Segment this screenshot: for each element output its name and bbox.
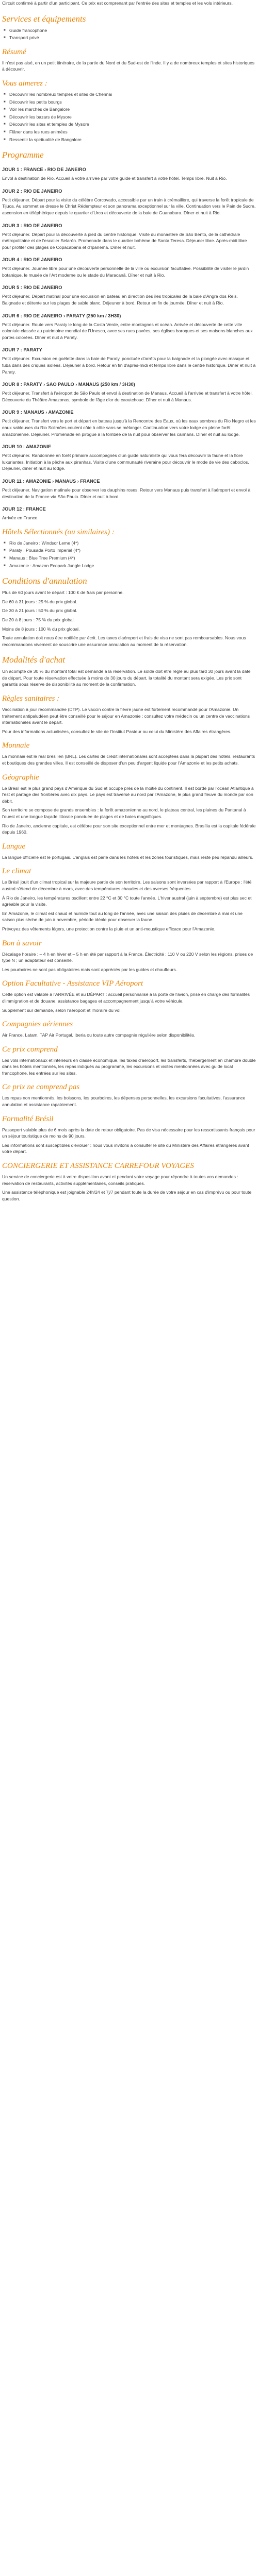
highlights-list [2, 91, 256, 143]
section-title-resume: Résumé [2, 47, 26, 56]
day-title: JOUR 8 : PARATY › SAO PAULO › MANAUS (250 km / 3H30) [2, 382, 135, 387]
climat-text: Le Brésil jouit d'un climat tropical sur la majeure partie de son territoire. Les saisons sont inversées par rapport à l'Europe : l'été austral s'étend de décembre à mars, avec des températures chaudes et des averses fréquentes. [2, 879, 252, 891]
day-text: Petit déjeuner. Journée libre pour une découverte personnelle de la ville ou excursion facultative. Possibilité de visiter le jardin botanique, le musée de l'Art moderne ou le stade du Maracanã. Dîner et nuit à Rio. [2, 266, 249, 278]
section-title-highlights: Vous aimerez : [2, 79, 47, 88]
day-title: JOUR 11 : AMAZONIE › MANAUS › FRANCE [2, 478, 100, 484]
prix-comprend-text: Les vols internationaux et intérieurs en classe économique, les taxes d'aéroport, les transferts, l'hébergement en chambre double dans les hôtels mentionnés, les repas indiqués au programme, les excursions et visites mentionnées avec guide local francophone, les entrées sur les sites. [2, 1057, 256, 1076]
geographie-text: Rio de Janeiro, ancienne capitale, est célèbre pour son site exceptionnel entre mer et montagnes. Brasília est la capitale fédérale depuis 1960. [2, 823, 256, 835]
bon-a-savoir-text: Les pourboires ne sont pas obligatoires mais sont appréciés par les guides et chauffeurs. [2, 967, 178, 972]
section-title-compagnies: Compagnies aériennes [2, 1020, 73, 1029]
formalites-text: Passeport valable plus de 6 mois après la date de retour obligatoire. Pas de visa nécessaire pour les ressortissants français pour un séjour touristique de moins de 90 jours. [2, 1127, 255, 1139]
section-title-climat: Le climat [2, 867, 31, 876]
services-list [2, 27, 256, 41]
option-text: Cette option est valable à l'ARRIVÉE et au DÉPART : accueil personnalisé à la porte de l'avion, prise en charge des formalités d'immigration et de douane, assistance bagages et accompagnement jusqu'à votre véhicule. [2, 992, 250, 1004]
day-title: JOUR 3 : RIO DE JANEIRO [2, 223, 62, 228]
day-text: Petit déjeuner. Route vers Paraty le long de la Costa Verde, entre montagnes et océan. Arrivée et découverte de cette ville coloniale classée au patrimoine mondial de l'Unesco, avec ses rues pavées, ses églises baroques et ses maisons blanches aux portes colorées. Dîner et nuit à Paraty. [2, 321, 253, 340]
day-title: JOUR 2 : RIO DE JANEIRO [2, 188, 62, 194]
list-item: ■ Transport privé [2, 35, 256, 41]
day-text: Envol à destination de Rio. Accueil à votre arrivée par votre guide et transfert à votre hôtel. Temps libre. Nuit à Rio. [2, 176, 227, 181]
day-text: Petit déjeuner. Départ pour la visite du célèbre Corcovado, accessible par un train à crémaillère, qui traverse la forêt tropicale de Tijuca. Au sommet se dresse le Christ Rédempteur et son panorama exceptionnel sur la ville. Continuation vers le Pain de Sucre, ascension en téléphérique depuis le quartier d'Urca et découverte de la baie de Guanabara. Dîner et nuit à Rio. [2, 197, 256, 215]
modalites-text: Un acompte de 30 % du montant total est demandé à la réservation. Le solde doit être réglé au plus tard 30 jours avant la date de départ. Pour toute réservation effectuée à moins de 30 jours du départ, la totalité du montant sera exigée. Les prix sont garantis sous réserve de disponibilité au moment de la confirmation. [2, 669, 251, 687]
conditions-text: Toute annulation doit nous être notifiée par écrit. Les taxes d'aéroport et frais de visa ne sont pas remboursables. Nous vous recommandons vivement de souscrire une assurance annulation au moment de la réservation. [2, 635, 246, 647]
list-item: ■ Découvrir les nombreux temples et sites de Chennai [2, 91, 256, 98]
bon-a-savoir-text: Décalage horaire : – 4 h en hiver et – 5 h en été par rapport à la France. Électricité : 110 V ou 220 V selon les régions, prises de type N ; un adaptateur est conseillé. [2, 951, 253, 963]
list-item: ■ Découvrir les sites et temples de Mysore [2, 121, 256, 128]
day-title: JOUR 4 : RIO DE JANEIRO [2, 257, 62, 263]
conditions-text: Plus de 60 jours avant le départ : 100 € de frais par personne. [2, 590, 124, 596]
day-text: Petit déjeuner. Transfert vers le port et départ en bateau jusqu'à la Rencontre des Eaux, où les eaux sombres du Rio Negro et les eaux sableuses du Rio Solimões coulent côte à côte sans se mélanger. Continuation vers votre lodge en pleine forêt amazonienne. Déjeuner. Promenade en pirogue à la tombée de la nuit pour observer les caïmans. Dîner et nuit au lodge. [2, 418, 256, 437]
list-item: ■ Flâner dans les rues animées [2, 129, 256, 135]
section-title-conciergerie: CONCIERGERIE ET ASSISTANCE CARREFOUR VOYAGES [2, 1162, 194, 1171]
list-item: ■ Paraty : Pousada Porto Imperial (4*) [2, 547, 256, 554]
section-title-prix-ne-comprend: Ce prix ne comprend pas [2, 1083, 80, 1092]
section-title-option: Option Facultative - Assistance VIP Aéroport [2, 979, 143, 988]
conciergerie-text: Un service de conciergerie est à votre disposition avant et pendant votre voyage pour répondre à toutes vos demandes : réservation de restaurants, activités supplémentaires, conseils pratiques. [2, 1174, 238, 1186]
section-title-prix-comprend: Ce prix comprend [2, 1045, 58, 1054]
list-item: ■ Voir les marchés de Bangalore [2, 106, 256, 113]
conditions-text: De 60 à 31 jours : 25 % du prix global. [2, 599, 77, 604]
formalites-text: Les informations sont susceptibles d'évoluer : nous vous invitons à consulter le site du Ministère des Affaires étrangères avant votre départ. [2, 1142, 249, 1155]
conditions-text: De 30 à 21 jours : 50 % du prix global. [2, 608, 77, 614]
day-text: Arrivée en France. [2, 515, 39, 521]
compagnies-text: Air France, Latam, TAP Air Portugal, Iberia ou toute autre compagnie régulière selon disponibilités. [2, 1032, 196, 1038]
day-title: JOUR 1 : FRANCE › RIO DE JANEIRO [2, 167, 86, 173]
resume-text: Il n'est pas aisé, en un petit itinéraire, de la partie du Nord et du Sud-est de l'Inde. Il y a de nombreux temples et sites historiques à découvrir. [2, 60, 255, 72]
conditions-text: Moins de 8 jours : 100 % du prix global. [2, 626, 80, 632]
day-text: Petit déjeuner. Randonnée en forêt primaire accompagnés d'un guide naturaliste qui vous fera découvrir la faune et la flore luxuriantes. Initiation à la pêche aux piranhas. Visite d'une communauté riveraine pour découvrir le mode de vie des caboclos. Déjeuner, dîner et nuit au lodge. [2, 453, 249, 471]
day-title: JOUR 10 : AMAZONIE [2, 444, 52, 450]
section-title-geographie: Géographie [2, 773, 39, 782]
section-title-langue: Langue [2, 842, 25, 851]
day-title: JOUR 7 : PARATY [2, 347, 42, 353]
day-text: Petit déjeuner. Départ matinal pour une excursion en bateau en direction des îles tropicales de la baie d'Angra dos Reis. Baignade et détente sur les plages de sable blanc. Déjeuner à bord. Retour en fin de journée. Dîner et nuit à Rio. [2, 294, 238, 306]
climat-text: En Amazonie, le climat est chaud et humide tout au long de l'année, avec une saison des pluies de décembre à mai et une saison plus sèche de juin à novembre, période idéale pour observer la faune. [2, 910, 243, 923]
itinerary [2, 166, 256, 521]
section-title-hotels: Hôtels Sélectionnés (ou similaires) : [2, 528, 115, 536]
conciergerie-text: Une assistance téléphonique est joignable 24h/24 et 7j/7 pendant toute la durée de votre séjour en cas d'imprévu ou pour toute question. [2, 1190, 252, 1201]
monnaie-text: La monnaie est le réal brésilien (BRL). Les cartes de crédit internationales sont acceptées dans la plupart des hôtels, restaurants et boutiques des grandes villes. Il est conseillé de disposer d'un peu d'argent liquide pour l'Amazonie et les petits achats. [2, 754, 255, 766]
day-text: Petit déjeuner. Navigation matinale pour observer les dauphins roses. Retour vers Manaus puis transfert à l'aéroport et envol à destination de la France via São Paulo. Dîner et nuit à bord. [2, 487, 251, 499]
section-title-services: Services et équipements [2, 13, 86, 24]
day-text: Petit déjeuner. Excursion en goélette dans la baie de Paraty, ponctuée d'arrêts pour la baignade et la plongée avec masque et tuba dans des criques isolées. Déjeuner à bord. Retour en fin d'après-midi et temps libre dans le centre historique. Dîner et nuit à Paraty. [2, 356, 256, 375]
page [0, 0, 258, 1202]
intro-text: Circuit confirmé à partir d'un participant. Ce prix est comprenant par l'entrée des sites et temples et les vols intérieurs. [2, 1, 233, 6]
list-item: ■ Amazonie : Amazon Ecopark Jungle Lodge [2, 563, 256, 569]
langue-text: La langue officielle est le portugais. L'anglais est parlé dans les hôtels et les zones touristiques, mais reste peu répandu ailleurs. [2, 854, 253, 860]
list-item: ■ Découvrir les bazars de Mysore [2, 114, 256, 121]
day-title: JOUR 12 : FRANCE [2, 506, 46, 512]
day-title: JOUR 9 : MANAUS › AMAZONIE [2, 410, 74, 415]
section-title-conditions: Conditions d'annulation [2, 576, 87, 586]
list-item: ■ Manaus : Blue Tree Premium (4*) [2, 555, 256, 562]
list-item: ■ Ressentir la spiritualité de Bangalore [2, 137, 256, 143]
section-title-monnaie: Monnaie [2, 741, 30, 750]
day-text: Petit déjeuner. Transfert à l'aéroport de São Paulo et envol à destination de Manaus. Accueil à l'arrivée et transfert à votre hôtel. Découverte du Théâtre Amazonas, symbole de l'âge d'or du caoutchouc. Dîner et nuit à Manaus. [2, 391, 253, 402]
prix-ne-comprend-text: Les repas non mentionnés, les boissons, les pourboires, les dépenses personnelles, les excursions facultatives, l'assurance annulation et assistance rapatriement. [2, 1095, 246, 1108]
day-text: Petit déjeuner. Départ pour la découverte à pied du centre historique. Visite du monastère de São Bento, de la cathédrale métropolitaine et de l'escalier Selarón. Promenade dans le quartier bohème de Santa Teresa. Déjeuner libre. Après-midi libre pour profiter des plages de Copacabana et d'Ipanema. Dîner et nuit. [2, 231, 247, 250]
section-title-programme: Programme [2, 150, 44, 160]
hotels-list [2, 540, 256, 569]
section-title-modalites: Modalités d'achat [2, 655, 66, 665]
list-item: ■ Guide francophone [2, 27, 256, 34]
section-title-bon-a-savoir: Bon à savoir [2, 939, 42, 947]
day-title: JOUR 6 : RIO DE JANEIRO › PARATY (250 km / 3H30) [2, 313, 121, 318]
geographie-text: Le Brésil est le plus grand pays d'Amérique du Sud et occupe près de la moitié du continent. Il est bordé par l'océan Atlantique à l'est et partage des frontières avec dix pays. Le pays est traversé au nord par l'Amazone, le plus grand fleuve du monde par son débit. [2, 785, 254, 804]
day-title: JOUR 5 : RIO DE JANEIRO [2, 285, 62, 291]
regles-text: Pour des informations actualisées, consultez le site de l'Institut Pasteur ou celui du Ministère des Affaires étrangères. [2, 728, 232, 734]
option-text: Supplément sur demande, selon l'aéroport et l'horaire du vol. [2, 1007, 122, 1013]
climat-text: À Rio de Janeiro, les températures oscillent entre 22 °C et 30 °C toute l'année. L'hiver austral (juin à septembre) est plus sec et agréable pour la visite. [2, 895, 252, 907]
list-item: ■ Découvrir les petits bourgs [2, 99, 256, 106]
section-title-regles: Règles sanitaires : [2, 694, 60, 703]
geographie-text: Son territoire se compose de grands ensembles : la forêt amazonienne au nord, le plateau central, les plaines du Pantanal à l'ouest et une longue façade littorale ponctuée de plages et de baies magnifiques. [2, 807, 246, 819]
conditions-text: De 20 à 8 jours : 75 % du prix global. [2, 617, 75, 622]
list-item: ■ Rio de Janeiro : Windsor Leme (4*) [2, 540, 256, 547]
climat-text: Prévoyez des vêtements légers, une protection contre la pluie et un anti-moustique efficace pour l'Amazonie. [2, 926, 216, 931]
regles-text: Vaccination à jour recommandée (DTP). Le vaccin contre la fièvre jaune est fortement recommandé pour l'Amazonie. Un traitement antipaludéen peut être conseillé pour le séjour en Amazonie : consultez votre médecin ou un centre de vaccinations internationales avant le départ. [2, 707, 250, 725]
section-title-formalites: Formalité Brésil [2, 1114, 54, 1123]
